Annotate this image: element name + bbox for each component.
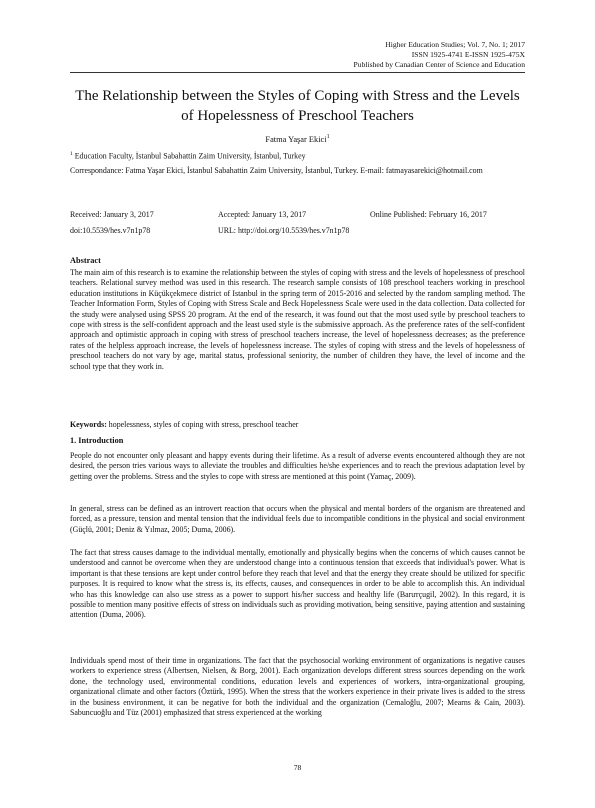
keywords-label: Keywords: [70, 420, 107, 429]
abstract-heading: Abstract [70, 256, 101, 265]
abstract-text: The main aim of this research is to examine the relationship between the styles of coping with stress and the levels of hopelessness of preschool teachers. Relational survey method was used in this research. The research sample consists of 108 preschool teachers working in preschool education institutions in Küçükçekmece district of Istanbul in the spring term of 2015-2016 and selected by the random sampling method. The Teacher Information Form, Styles of Coping with Stress Scale and Beck Hopelessness Scale were used in the data collection. Data collected for the study were analysed using SPSS 20 program. At the end of the research, it was found out that the most used sytle by preschool teachers to cope with stress is the self-confident approach and the least used style is the submissive approach. As the preference rates of the self-confident approach and optimistic approach in coping with stress of preschool teachers increase, the level of hopelessness decreases; as the preference rates of the helpless approach increase, the levels of hopelessness increase. The styles of coping with stress and the levels of hopelessness of preschool teachers do not vary by age, marital status, professional seniority, the number of children they have, the level of income and the school type that they work in. [70, 268, 525, 371]
keywords [70, 420, 525, 430]
paper-title: The Relationship between the Styles of Coping with Stress and the Levels of Hopelessness of Preschool Teachers [75, 88, 520, 124]
doi-link[interactable]: doi:10.5539/hes.v7n1p78 [70, 226, 151, 235]
intro-paragraph-3: The fact that stress causes damage to the individual mentally, emotionally and physically begins when the concerns of which causes cannot be understood and cannot be overcome when they are understood change into a continuous tension that exceeds that individual's power. What is important is that these tensions are kept under control before they reach that level and that the energy they create should be utilized for specific purposes. It is required to know what the stress is, its effects, causes, and consequences in order to be able to accomplish this. An individual who has this knowledge can also use stress as a power to support his/her success and healthy life (Baruтçugil, 2002). In this regard, it is possible to mention many positive effects of stress on individuals such as providing motivation, being sensitive, paying attention and sustaining attention (Duma, 2006). [70, 548, 525, 620]
page-number: 78 [293, 763, 302, 772]
accepted-date: Accepted: January 13, 2017 [218, 210, 307, 219]
author-line [70, 132, 525, 145]
published-date: Online Published: February 16, 2017 [370, 210, 487, 219]
intro-paragraph-4: Individuals spend most of their time in organizations. The fact that the psychosocial working environment of organizations is negative causes workers to experience stress (Albertsen, Nielsen, & Borg, 2001). Each organization develops different stress sources depending on the work done, the technology used, environmental conditions, education levels and experiences of workers, intra-organizational grouping, organizational climate and other factors (Öztürk, 1995). When the stress that the workers experience in their private lives is added to the stress in the business environment, it can be negative for both the individual and the organization (Cemaloğlu, 2007; Mearns & Cain, 2003). Sabuncuoğlu and Tüz (2001) emphasized that stress experienced at the working [70, 656, 525, 718]
author-name: Fatma Yaşar Ekici [265, 134, 327, 144]
received-date: Received: January 3, 2017 [70, 210, 154, 219]
intro-paragraph-2: In general, stress can be defined as an introvert reaction that occurs when the physical and mental borders of the organism are threatened and forced, as a pressure, tension and mental tension that the individual feels due to incompatible conditions in the physical and social environment (Güçlü, 2001; Deniz & Yılmaz, 2005; Duma, 2006). [70, 504, 525, 534]
correspondence: Correspondance: Fatma Yaşar Ekici, İstanbul Sabahattin Zaim University, İstanbul, Turkey. E-mail: fatmayasarekici@hotmail.com [70, 166, 483, 175]
keywords-text: hopelessness, styles of coping with stress, preschool teacher [106, 420, 299, 429]
intro-paragraph-1: People do not encounter only pleasant and happy events during their lifetime. As a result of adverse events encountered although they are not desired, the person tries various ways to alleviate the troubles and difficulties he/she experiences and to reach the previous adaptation level by getting over the problems. Stress and the styles to cope with stress are mentioned at this point (Yamaç, 2009). [70, 451, 525, 481]
author-sup: 1 [326, 134, 330, 140]
introduction-heading: 1. Introduction [70, 436, 124, 445]
url-link[interactable]: URL: http://doi.org/10.5539/hes.v7n1p78 [218, 226, 350, 235]
header-rule [70, 72, 525, 73]
affiliation-text: Education Faculty, İstanbul Sabahattin Zaim University, İstanbul, Turkey [74, 151, 306, 161]
affiliation-sup: 1 [70, 151, 73, 157]
journal-publisher: Published by Canadian Center of Science and Education [353, 60, 525, 69]
affiliation [70, 149, 525, 163]
dates-block [70, 210, 525, 242]
journal-header [354, 40, 525, 70]
journal-issn: ISSN 1925-4741 E-ISSN 1925-475X [411, 50, 525, 59]
journal-citation: Higher Education Studies; Vol. 7, No. 1; 2017 [385, 40, 525, 49]
